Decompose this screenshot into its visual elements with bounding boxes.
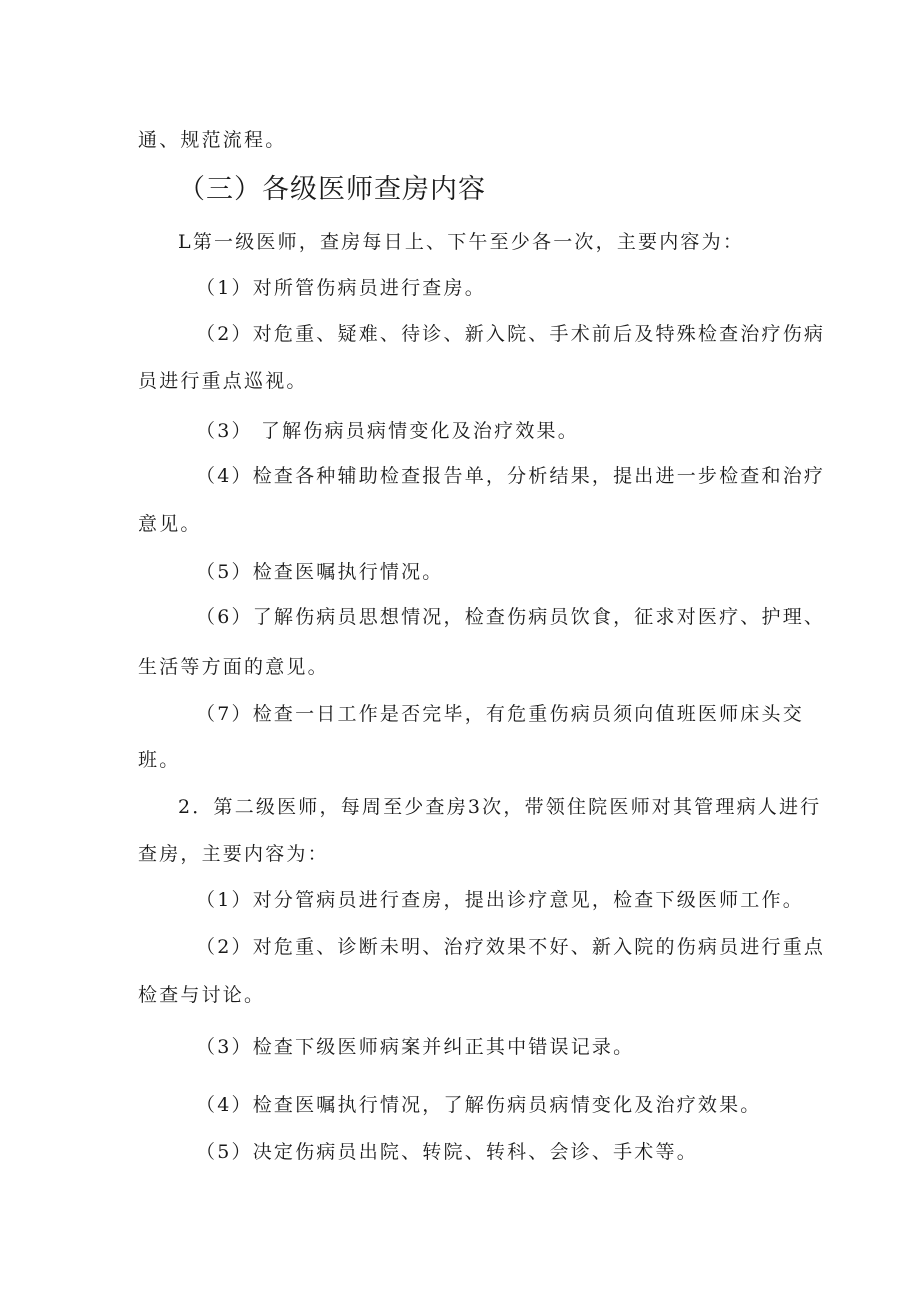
level2-item-4: （4）检查医嘱执行情况，了解伤病员病情变化及治疗效果。 xyxy=(196,1094,762,1116)
level2-item-1: （1）对分管病员进行查房，提出诊疗意见，检查下级医师工作。 xyxy=(196,889,804,911)
level1-item-2-line1: （2）对危重、疑难、待诊、新入院、手术前后及特殊检查治疗伤病 xyxy=(196,323,826,345)
level1-item-2-line2: 员进行重点巡视。 xyxy=(138,370,308,392)
level2-intro-line1: 2．第二级医师，每周至少查房3次，带领住院医师对其管理病人进行 xyxy=(178,796,822,818)
level1-item-7-line1: （7）检查一日工作是否完毕，有危重伤病员须向值班医师床头交 xyxy=(196,703,804,725)
level1-intro: L第一级医师，查房每日上、下午至少各一次，主要内容为： xyxy=(178,231,745,253)
level1-item-5: （5）检查医嘱执行情况。 xyxy=(196,561,444,583)
level2-intro-line2: 查房，主要内容为： xyxy=(138,843,329,865)
section-heading: （三）各级医师查房内容 xyxy=(178,174,486,205)
level1-item-4-line2: 意见。 xyxy=(138,513,202,535)
level2-item-3: （3）检查下级医师病案并纠正其中错误记录。 xyxy=(196,1036,635,1058)
level2-item-2-line2: 检查与讨论。 xyxy=(138,984,266,1006)
paragraph-continuation: 通、规范流程。 xyxy=(138,129,287,151)
level1-item-7-line2: 班。 xyxy=(138,749,181,771)
level1-item-1: （1）对所管伤病员进行查房。 xyxy=(196,277,486,299)
level1-item-6-line1: （6）了解伤病员思想情况，检查伤病员饮食，征求对医疗、护理、 xyxy=(196,606,826,628)
level1-item-3: （3） 了解伤病员病情变化及治疗效果。 xyxy=(196,420,579,442)
level2-item-5: （5）决定伤病员出院、转院、转科、会诊、手术等。 xyxy=(196,1141,698,1163)
level1-item-4-line1: （4）检查各种辅助检查报告单，分析结果，提出进一步检查和治疗 xyxy=(196,465,826,487)
level2-item-2-line1: （2）对危重、诊断未明、治疗效果不好、新入院的伤病员进行重点 xyxy=(196,936,826,958)
level1-item-6-line2: 生活等方面的意见。 xyxy=(138,656,329,678)
